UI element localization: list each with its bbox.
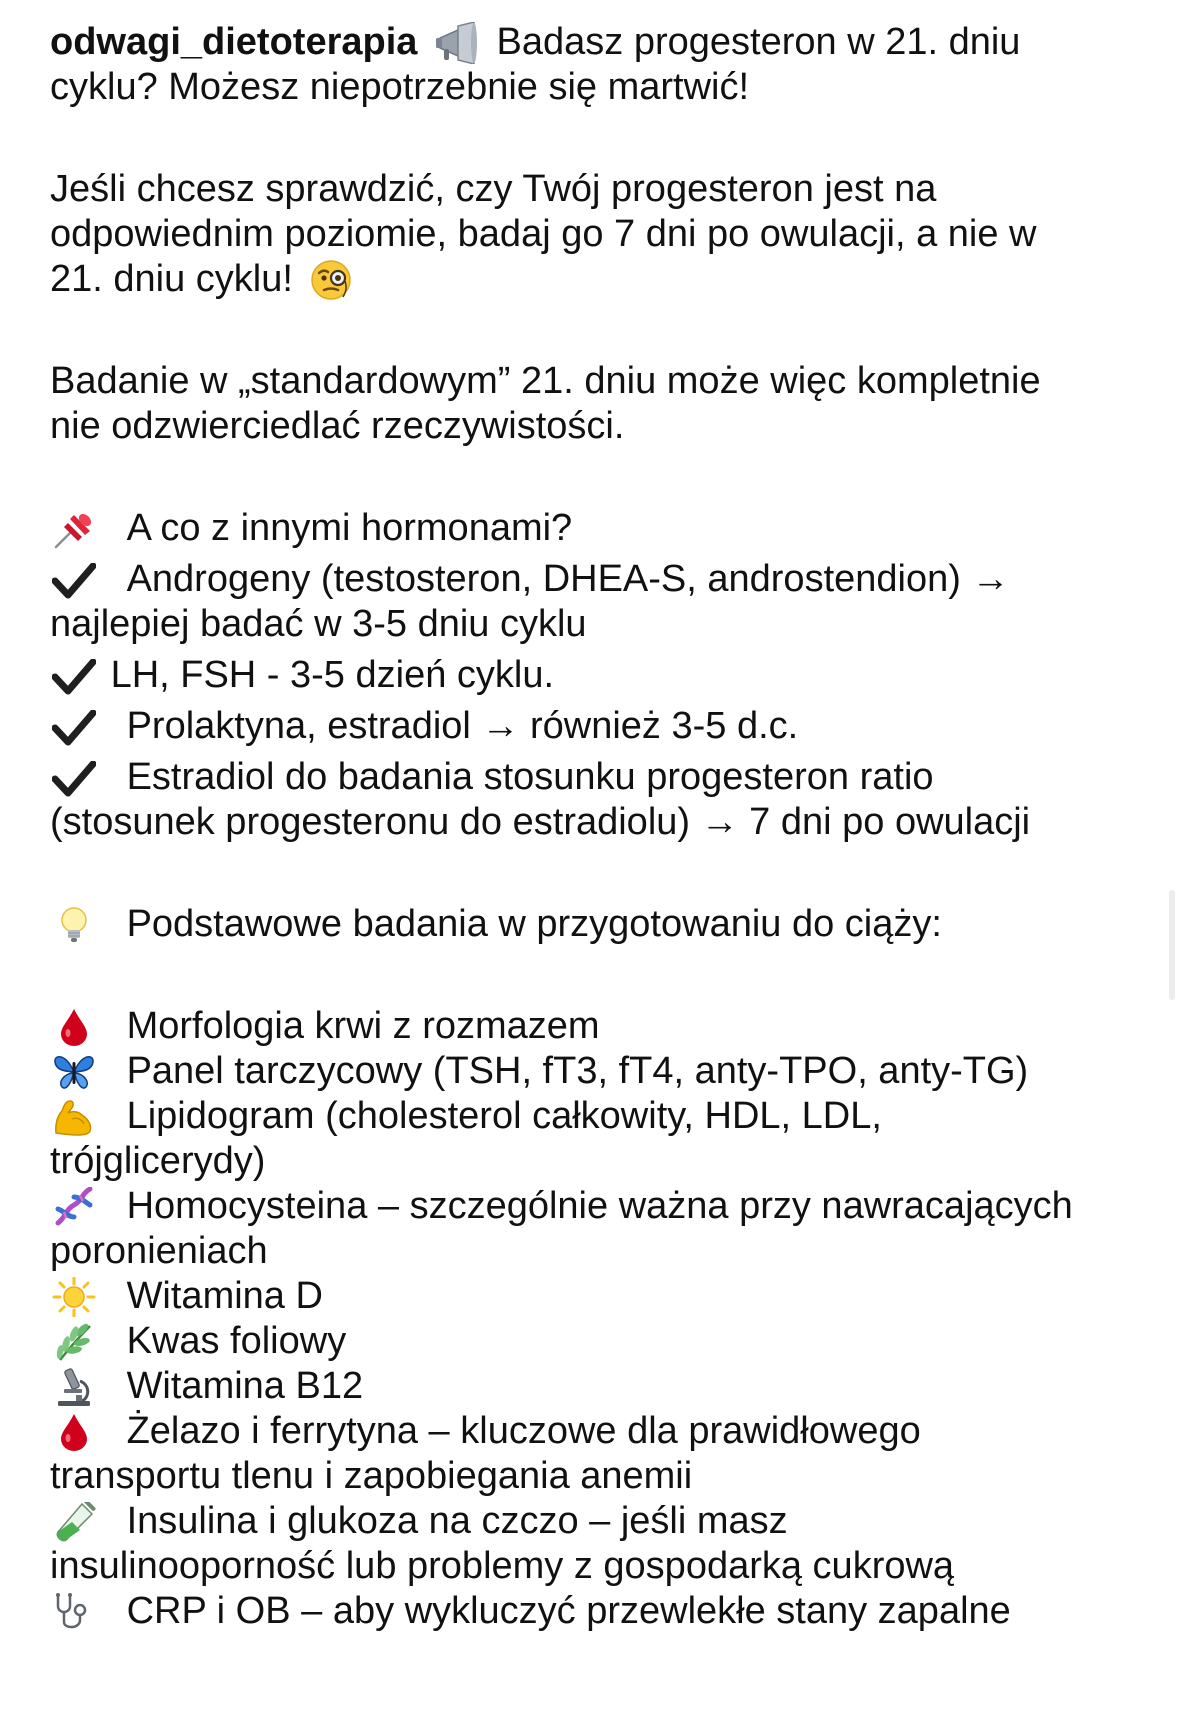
hormone-item-lh-fsh bbox=[50, 653, 1140, 698]
check-mark-icon bbox=[50, 653, 100, 698]
caption-header-line-2: cyklu? Możesz niepotrzebnie się martwić! bbox=[50, 66, 750, 108]
hormones-heading-text: A co z innymi hormonami? bbox=[126, 507, 573, 549]
test-item-text: Lipidogram (cholesterol całkowity, HDL, LDL, bbox=[126, 1095, 882, 1137]
para2-line-1: Badanie w „standardowym” 21. dniu może więc kompletnie bbox=[50, 360, 1041, 402]
username-link[interactable]: odwagi_dietoterapia bbox=[50, 21, 418, 63]
test-item-text: Witamina D bbox=[126, 1275, 323, 1317]
blood-drop-icon bbox=[50, 1409, 100, 1454]
para1-line-3-text: 21. dniu cyklu! bbox=[50, 258, 293, 300]
test-item-folic-acid bbox=[50, 1319, 1140, 1364]
hormone-item-estradiol bbox=[50, 755, 1140, 800]
blood-drop-icon bbox=[50, 1004, 100, 1049]
microscope-icon bbox=[50, 1364, 100, 1409]
test-item-text: Witamina B12 bbox=[126, 1365, 364, 1407]
test-item-text: Morfologia krwi z rozmazem bbox=[126, 1005, 600, 1047]
test-item-text: Żelazo i ferrytyna – kluczowe dla prawidłowego bbox=[126, 1410, 921, 1452]
stethoscope-icon bbox=[50, 1589, 100, 1634]
check-mark-icon bbox=[50, 557, 100, 602]
dna-icon bbox=[50, 1184, 100, 1229]
header-text: Badasz progesteron w 21. dniu bbox=[496, 21, 1021, 63]
hormone-item-androgens-line-2: najlepiej badać w 3-5 dniu cyklu bbox=[50, 603, 587, 645]
hormone-item-text: LH, FSH - 3-5 dzień cyklu. bbox=[110, 654, 555, 696]
test-item-iron-line-2: transportu tlenu i zapobiegania anemii bbox=[50, 1455, 693, 1497]
test-item-insulin-line-2: insulinooporność lub problemy z gospodarką cukrową bbox=[50, 1545, 955, 1587]
test-item-text: Kwas foliowy bbox=[126, 1320, 347, 1362]
para2-line-2: nie odzwierciedlać rzeczywistości. bbox=[50, 405, 625, 447]
test-item-text: Homocysteina – szczególnie ważna przy nawracających bbox=[126, 1185, 1073, 1227]
test-item-lipidogram-line-2: trójglicerydy) bbox=[50, 1140, 266, 1182]
test-item-lipidogram bbox=[50, 1094, 1140, 1139]
check-mark-icon bbox=[50, 704, 100, 749]
test-item-vitamin-d bbox=[50, 1274, 1140, 1319]
test-item-homocysteine bbox=[50, 1184, 1140, 1229]
butterfly-icon bbox=[50, 1049, 100, 1094]
test-item-crp bbox=[50, 1589, 1140, 1634]
post-caption bbox=[50, 20, 1140, 1634]
hormone-item-text: Estradiol do badania stosunku progesteron ratio bbox=[126, 756, 934, 798]
hormone-item-prolactin bbox=[50, 704, 1140, 749]
light-bulb-icon bbox=[50, 902, 100, 947]
test-item-text: CRP i OB – aby wykluczyć przewlekłe stany zapalne bbox=[126, 1590, 1011, 1632]
para1-line-3 bbox=[50, 257, 1140, 302]
caption-header-line-1 bbox=[50, 20, 1140, 65]
test-item-thyroid bbox=[50, 1049, 1140, 1094]
monocle-face-icon bbox=[307, 257, 357, 302]
test-item-vitamin-b12 bbox=[50, 1364, 1140, 1409]
test-item-text: Panel tarczycowy (TSH, fT3, fT4, anty-TPO, anty-TG) bbox=[126, 1050, 1029, 1092]
test-tube-icon bbox=[50, 1499, 100, 1544]
herb-icon bbox=[50, 1319, 100, 1364]
pushpin-icon bbox=[50, 506, 100, 551]
test-item-iron bbox=[50, 1409, 1140, 1454]
hormone-item-estradiol-line-2: (stosunek progesteronu do estradiolu) → 7 dni po owulacji bbox=[50, 801, 1031, 843]
check-mark-icon bbox=[50, 755, 100, 800]
hormone-item-androgens bbox=[50, 557, 1140, 602]
test-item-insulin bbox=[50, 1499, 1140, 1544]
sun-icon bbox=[50, 1274, 100, 1319]
tests-heading bbox=[50, 902, 1140, 947]
test-item-text: Insulina i glukoza na czczo – jeśli masz bbox=[126, 1500, 788, 1542]
scrollbar[interactable] bbox=[1169, 890, 1175, 1000]
hormones-heading bbox=[50, 506, 1140, 551]
tests-heading-text: Podstawowe badania w przygotowaniu do ciąży: bbox=[126, 903, 942, 945]
flexed-biceps-icon bbox=[50, 1094, 100, 1139]
test-item-homocysteine-line-2: poronieniach bbox=[50, 1230, 268, 1272]
test-item-morphology bbox=[50, 1004, 1140, 1049]
para1-line-1: Jeśli chcesz sprawdzić, czy Twój progesteron jest na bbox=[50, 168, 937, 210]
para1-line-2: odpowiednim poziomie, badaj go 7 dni po owulacji, a nie w bbox=[50, 213, 1037, 255]
megaphone-icon bbox=[432, 20, 482, 65]
hormone-item-text: Androgeny (testosteron, DHEA-S, androstendion) → bbox=[126, 558, 1010, 600]
hormone-item-text: Prolaktyna, estradiol → również 3-5 d.c. bbox=[126, 705, 799, 747]
